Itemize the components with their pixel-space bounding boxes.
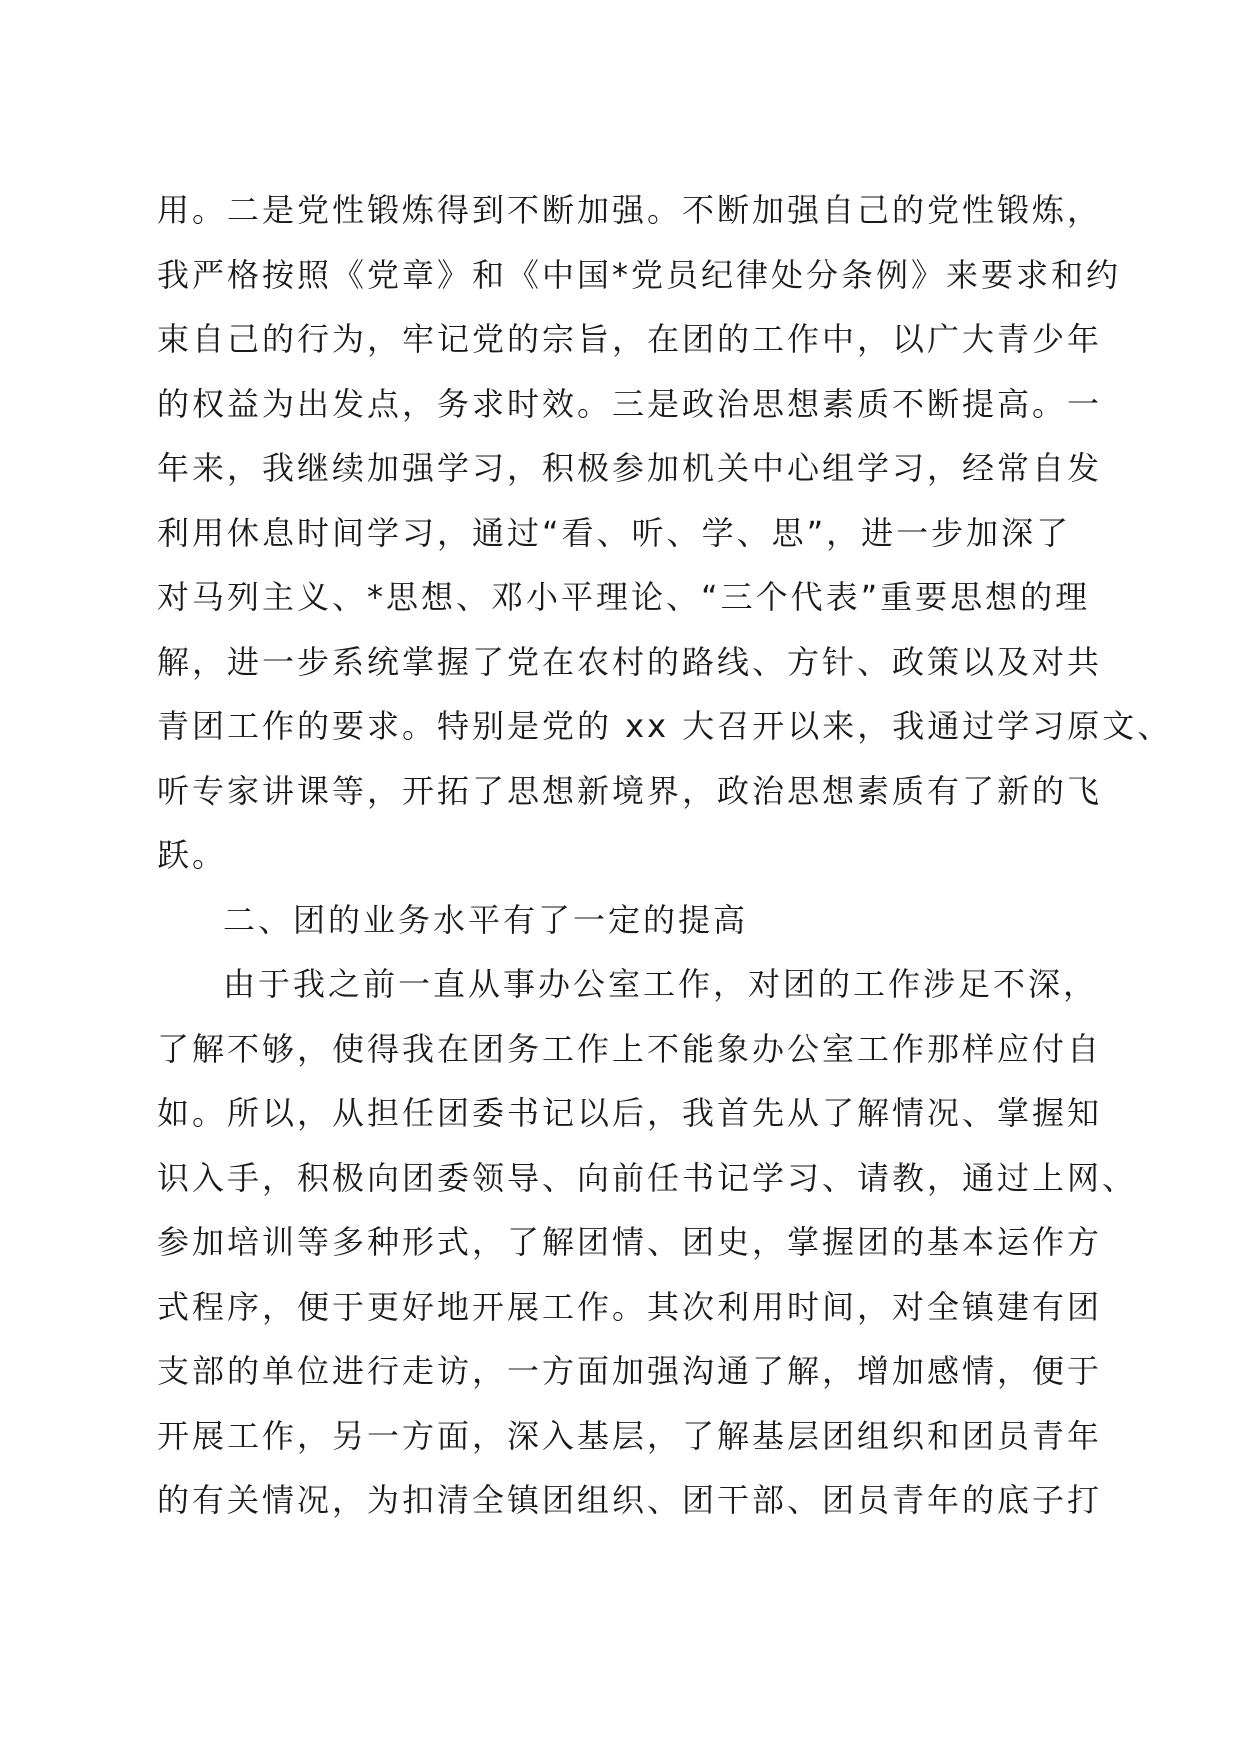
paragraph-2-line: 了解不够，使得我在团务工作上不能象办公室工作那样应付自 [157, 1029, 1103, 1068]
paragraph-1-line: 对马列主义、*思想、邓小平理论、“三个代表”重要思想的理 [157, 578, 1091, 616]
paragraph-1-line: 我严格按照《党章》和《中国*党员纪律处分条例》来要求和约 [157, 255, 1122, 294]
paragraph-1-line: 青团工作的要求。特别是党的 xx 大召开以来，我通过学习原文、 [157, 707, 1173, 745]
paragraph-1-line: 年来，我继续加强学习，积极参加机关中心组学习，经常自发 [157, 449, 1103, 487]
paragraph-2-line: 如。所以，从担任团委书记以后，我首先从了解情况、掌握知 [157, 1094, 1103, 1132]
section-heading: 二、团的业务水平有了一定的提高 [223, 900, 749, 939]
paragraph-2-line: 识入手，积极向团委领导、向前任书记学习、请教，通过上网、 [157, 1158, 1138, 1197]
paragraph-1-line: 用。二是党性锻炼得到不断加强。不断加强自己的党性锻炼， [157, 191, 1103, 229]
paragraph-2-line: 的有关情况，为扣清全镇团组织、团干部、团员青年的底子打 [157, 1481, 1103, 1519]
paragraph-2-line: 式程序，便于更好地开展工作。其次利用时间，对全镇建有团 [157, 1287, 1103, 1326]
paragraph-1-line: 听专家讲课等，开拓了思想新境界，政治思想素质有了新的飞 [157, 771, 1103, 810]
paragraph-1-line: 跃。 [157, 836, 228, 874]
paragraph-2-line: 支部的单位进行走访，一方面加强沟通了解，增加感情，便于 [157, 1352, 1103, 1390]
paragraph-2-line: 开展工作，另一方面，深入基层，了解基层团组织和团员青年 [157, 1416, 1103, 1455]
document-body [157, 178, 1173, 1533]
paragraph-1-line: 的权益为出发点，务求时效。三是政治思想素质不断提高。一 [157, 384, 1103, 423]
paragraph-1-line: 束自己的行为，牢记党的宗旨，在团的工作中，以广大青少年 [157, 320, 1103, 358]
paragraph-2-line: 参加培训等多种形式，了解团情、团史，掌握团的基本运作方 [157, 1223, 1103, 1261]
paragraph-2-line: 由于我之前一直从事办公室工作，对团的工作涉足不深， [223, 965, 1099, 1003]
paragraph-1-line: 利用休息时间学习，通过“看、听、学、思”，进一步加深了 [157, 513, 1072, 552]
paragraph-1-line: 解，进一步系统掌握了党在农村的路线、方针、政策以及对共 [157, 642, 1103, 681]
